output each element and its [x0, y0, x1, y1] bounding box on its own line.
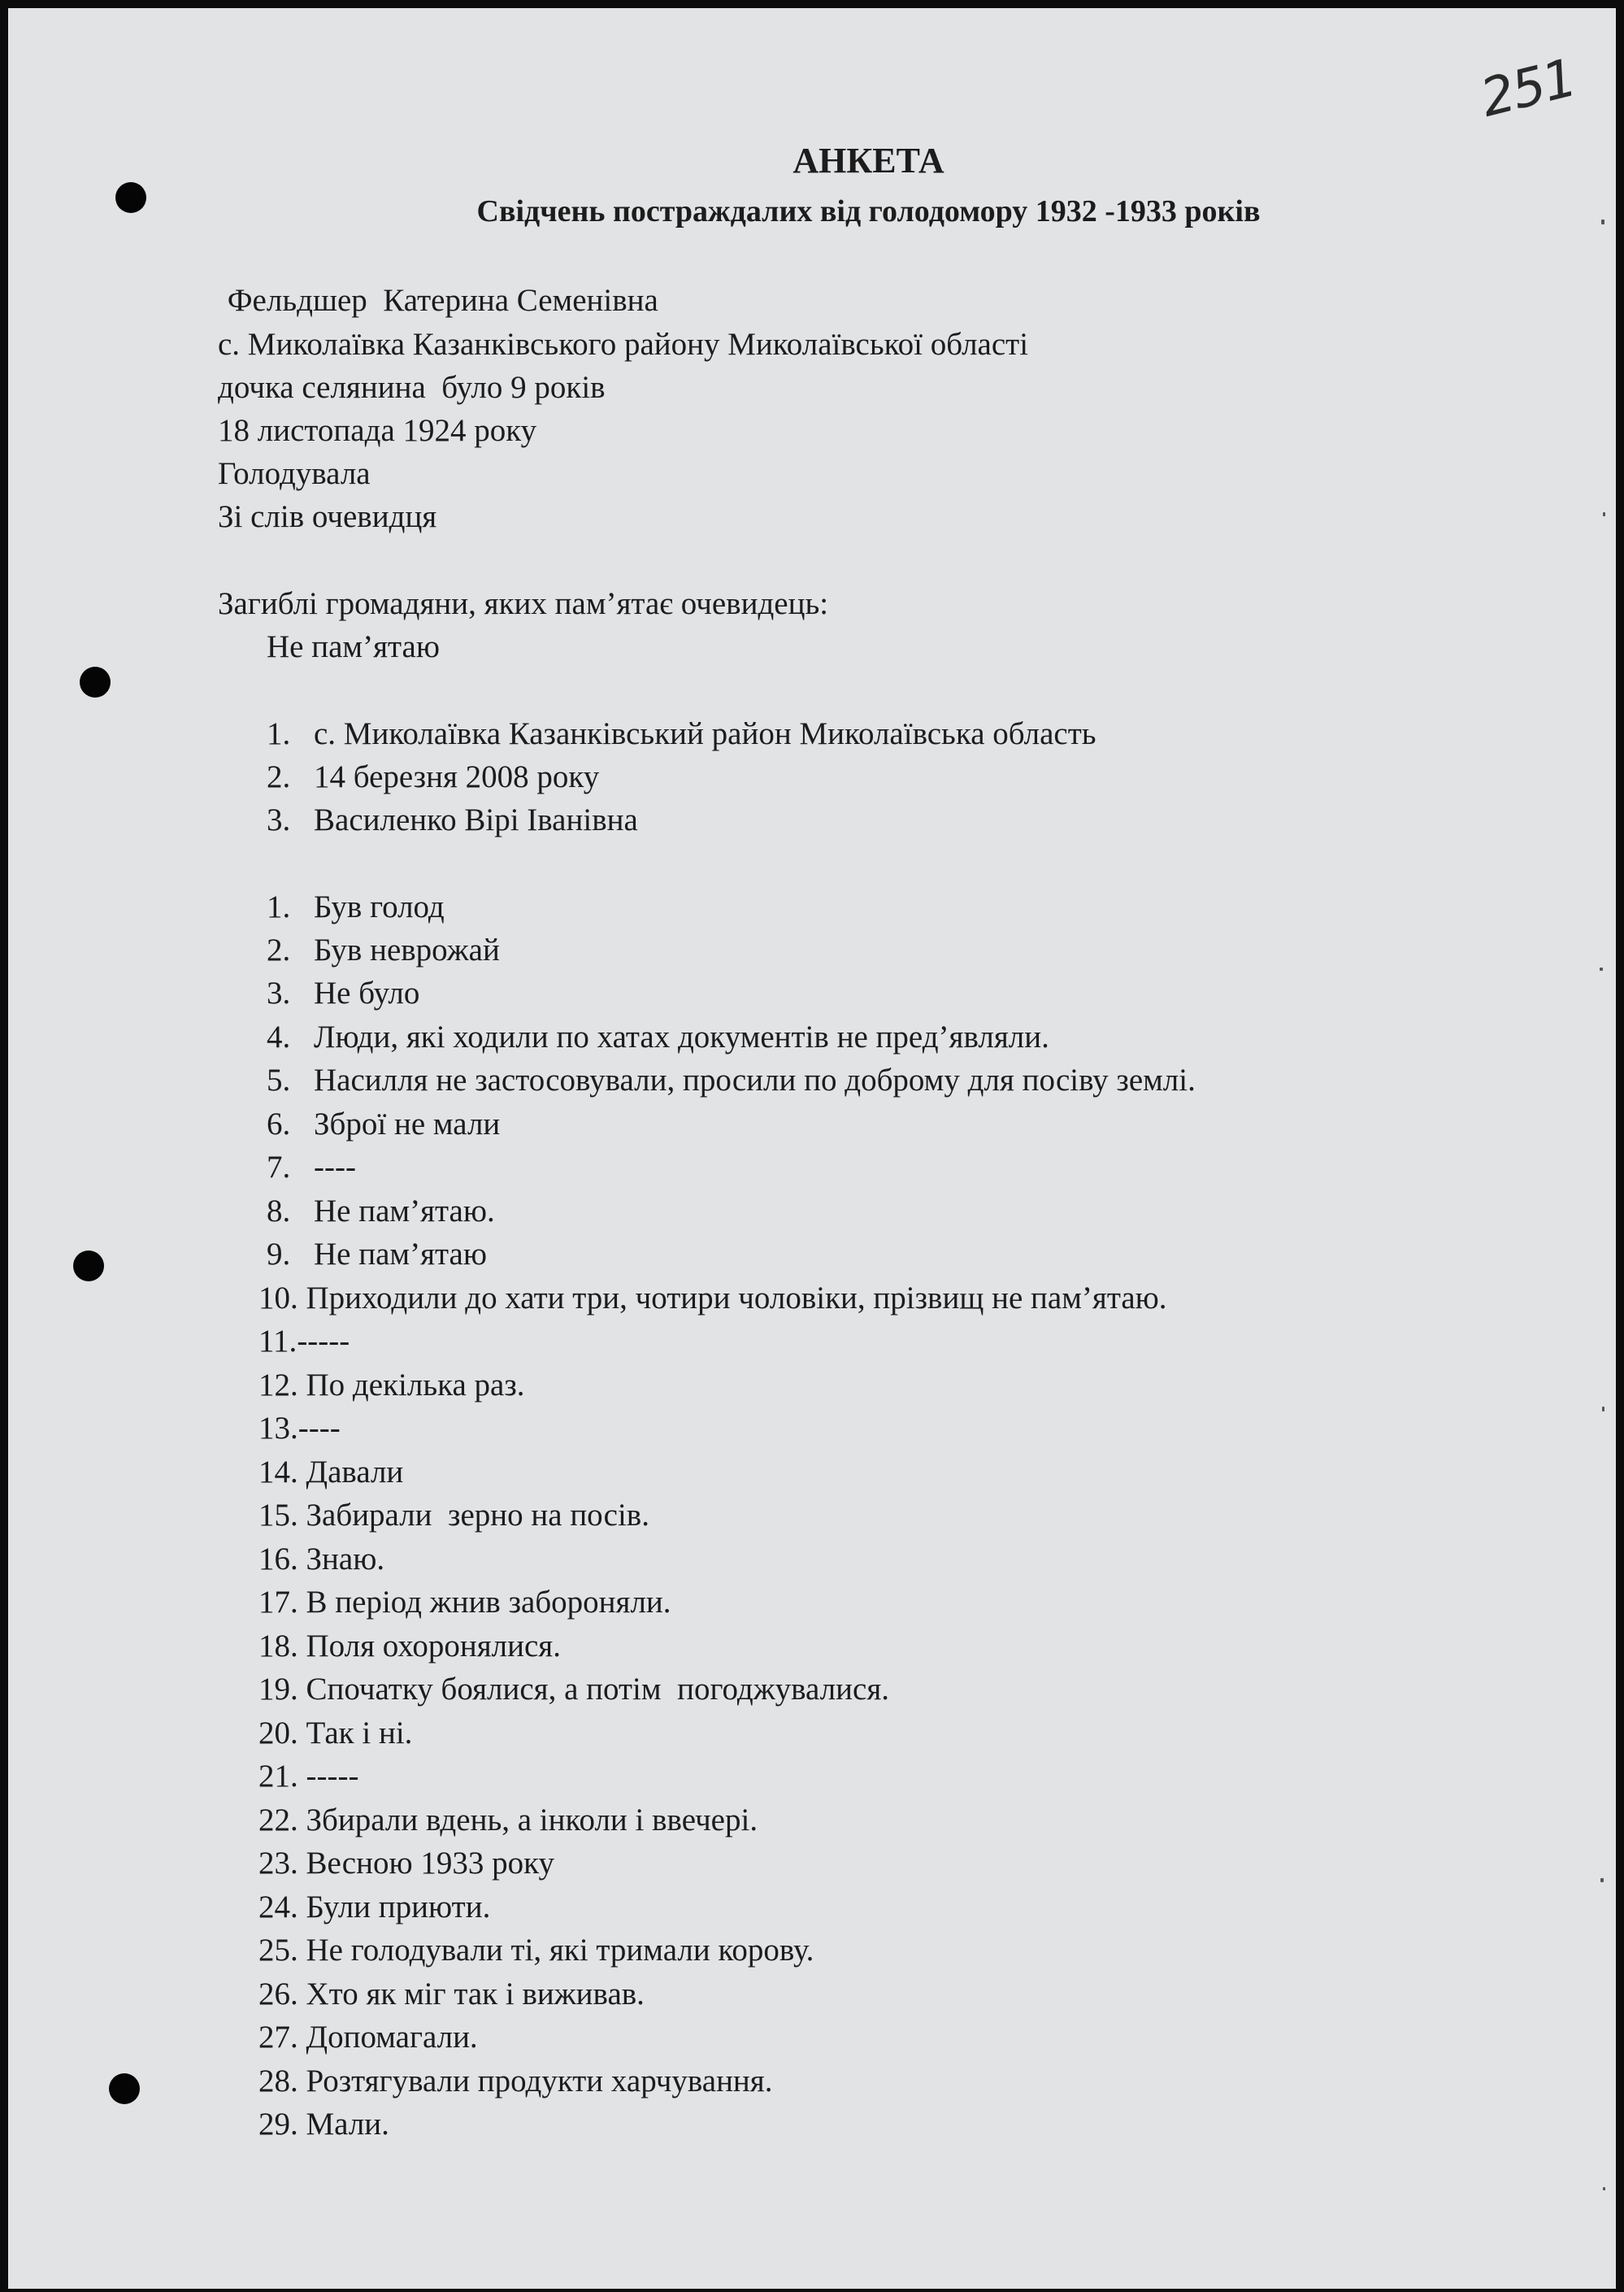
answer-item [258, 1891, 490, 1923]
info-line-village: с. Миколаївка Казанківського району Миколаївської області [218, 327, 1029, 362]
item-text: Мали. [306, 2107, 389, 2142]
item-text: Насилля не застосовували, просили по доброму для посіву землі. [314, 1063, 1196, 1098]
answer-item [267, 1238, 487, 1270]
scan-speck [1600, 968, 1603, 971]
answer-item [267, 1151, 356, 1183]
item-number: 5. [267, 1063, 291, 1098]
answer-item [267, 1064, 1196, 1096]
item-text: Забирали зерно на посів. [306, 1498, 649, 1533]
item-text: Спочатку боялися, а потім погоджувалися. [306, 1672, 890, 1707]
item-number: 13. [258, 1411, 298, 1446]
item-number: 22. [258, 1803, 298, 1838]
victims-heading: Загиблі громадяни, яких пам’ятає очевидець: [218, 586, 829, 621]
item-text: ----- [297, 1759, 359, 1794]
handwritten-page-number: 251 [1474, 48, 1582, 129]
document-title: АНКЕТА [792, 141, 944, 180]
item-text: ---- [297, 1411, 341, 1446]
item-number: 2. [267, 933, 291, 968]
item-number: 18. [258, 1629, 298, 1664]
item-number: 4. [267, 1020, 291, 1055]
answer-item [258, 1934, 814, 1966]
item-number: 19. [258, 1672, 298, 1707]
item-text: 14 березня 2008 року [314, 759, 600, 794]
answer-item [258, 1499, 649, 1531]
item-text: Не було [314, 976, 420, 1011]
punch-hole [80, 667, 111, 698]
answer-item [258, 1717, 412, 1749]
item-text: Зброї не мали [314, 1107, 501, 1142]
scan-speck [1601, 220, 1604, 224]
item-text: Не пам’ятаю. [314, 1194, 495, 1229]
item-text: Хто як міг так і виживав. [306, 1977, 645, 2011]
item-text: с. Миколаївка Казанківський район Миколаївська область [314, 716, 1096, 751]
answer-item [258, 1673, 889, 1705]
item-text: Давали [306, 1455, 404, 1490]
answer-item [267, 1108, 500, 1140]
item-number: 15. [258, 1498, 298, 1533]
info-line-birthdate: 18 листопада 1924 року [218, 413, 537, 448]
item-number: 3. [267, 802, 291, 837]
item-text: Не голодували ті, які тримали корову. [306, 1933, 814, 1968]
punch-hole [109, 2073, 140, 2104]
item-number: 20. [258, 1716, 298, 1751]
item-text: Був неврожай [314, 933, 500, 968]
item-text: ---- [314, 1150, 356, 1185]
record-item [267, 804, 638, 836]
answer-item [258, 2065, 773, 2097]
item-text: Розтягували продукти харчування. [306, 2064, 773, 2098]
scan-speck [1603, 2187, 1605, 2190]
answer-item [258, 1804, 758, 1836]
item-number: 1. [267, 889, 291, 924]
item-text: Був голод [314, 889, 445, 924]
item-number: 6. [267, 1107, 291, 1142]
item-text: Так і ні. [306, 1716, 413, 1751]
answer-item [258, 1760, 358, 1792]
info-line-name: Фельдшер Катерина Семенівна [219, 283, 658, 318]
item-number: 27. [258, 2020, 298, 2055]
answer-item [258, 1978, 645, 2010]
item-number: 2. [267, 759, 291, 794]
item-number: 26. [258, 1977, 298, 2011]
victims-answer: Не пам’ятаю [267, 629, 440, 664]
item-number: 17. [258, 1585, 298, 1620]
info-line-origin: дочка селянина було 9 років [218, 370, 606, 405]
item-text: Приходили до хати три, чотири чоловіки, прізвищ не пам’ятаю. [306, 1281, 1167, 1316]
item-text: Люди, які ходили по хатах документів не пред’являли. [314, 1020, 1049, 1055]
answer-item [258, 1325, 350, 1357]
answer-item [258, 1412, 341, 1444]
answer-item [258, 2108, 389, 2140]
item-text: Збирали вдень, а інколи і ввечері. [306, 1803, 758, 1838]
item-number: 3. [267, 976, 291, 1011]
item-number: 11. [258, 1324, 297, 1359]
record-item [267, 718, 1096, 750]
answer-item [258, 1369, 524, 1401]
info-line-starved: Голодувала [218, 456, 371, 491]
document-subtitle: Свідчень постраждалих від голодомору 1932 -1933 років [476, 194, 1261, 228]
item-text: Знаю. [306, 1542, 385, 1577]
item-number: 24. [258, 1890, 298, 1924]
scan-speck [1600, 1878, 1604, 1882]
answer-item [258, 1586, 671, 1618]
item-number: 9. [267, 1237, 291, 1272]
item-text: Були приюти. [306, 1890, 491, 1924]
item-number: 28. [258, 2064, 298, 2098]
scan-speck [1603, 512, 1605, 516]
item-text: Поля охоронялися. [306, 1629, 561, 1664]
info-line-source: Зі слів очевидця [218, 499, 437, 534]
punch-hole [73, 1250, 104, 1281]
item-text: ----- [297, 1324, 350, 1359]
item-number: 10. [258, 1281, 298, 1316]
item-number: 21. [258, 1759, 298, 1794]
item-number: 23. [258, 1846, 298, 1881]
item-number: 7. [267, 1150, 291, 1185]
item-number: 1. [267, 716, 291, 751]
item-text: Не пам’ятаю [314, 1237, 487, 1272]
item-text: Василенко Вірі Іванівна [314, 802, 638, 837]
answer-item [258, 2021, 478, 2053]
answer-item [267, 891, 445, 923]
item-number: 29. [258, 2107, 298, 2142]
answer-item [258, 1543, 384, 1575]
item-number: 25. [258, 1933, 298, 1968]
item-number: 12. [258, 1368, 298, 1403]
item-text: Весною 1933 року [306, 1846, 555, 1881]
answer-item [267, 1195, 495, 1227]
answer-item [258, 1282, 1167, 1314]
answer-item [258, 1456, 403, 1488]
record-item [267, 761, 599, 793]
item-text: Допомагали. [306, 2020, 478, 2055]
answer-item [258, 1630, 561, 1662]
item-number: 8. [267, 1194, 291, 1229]
answer-item [258, 1847, 554, 1879]
answer-item [267, 934, 500, 966]
answer-item [267, 977, 419, 1009]
item-text: По декілька раз. [306, 1368, 525, 1403]
document-page [8, 8, 1616, 2289]
item-number: 14. [258, 1455, 298, 1490]
item-number: 16. [258, 1542, 298, 1577]
scan-speck [1602, 1407, 1604, 1411]
answer-item [267, 1021, 1049, 1053]
item-text: В період жнив забороняли. [306, 1585, 671, 1620]
